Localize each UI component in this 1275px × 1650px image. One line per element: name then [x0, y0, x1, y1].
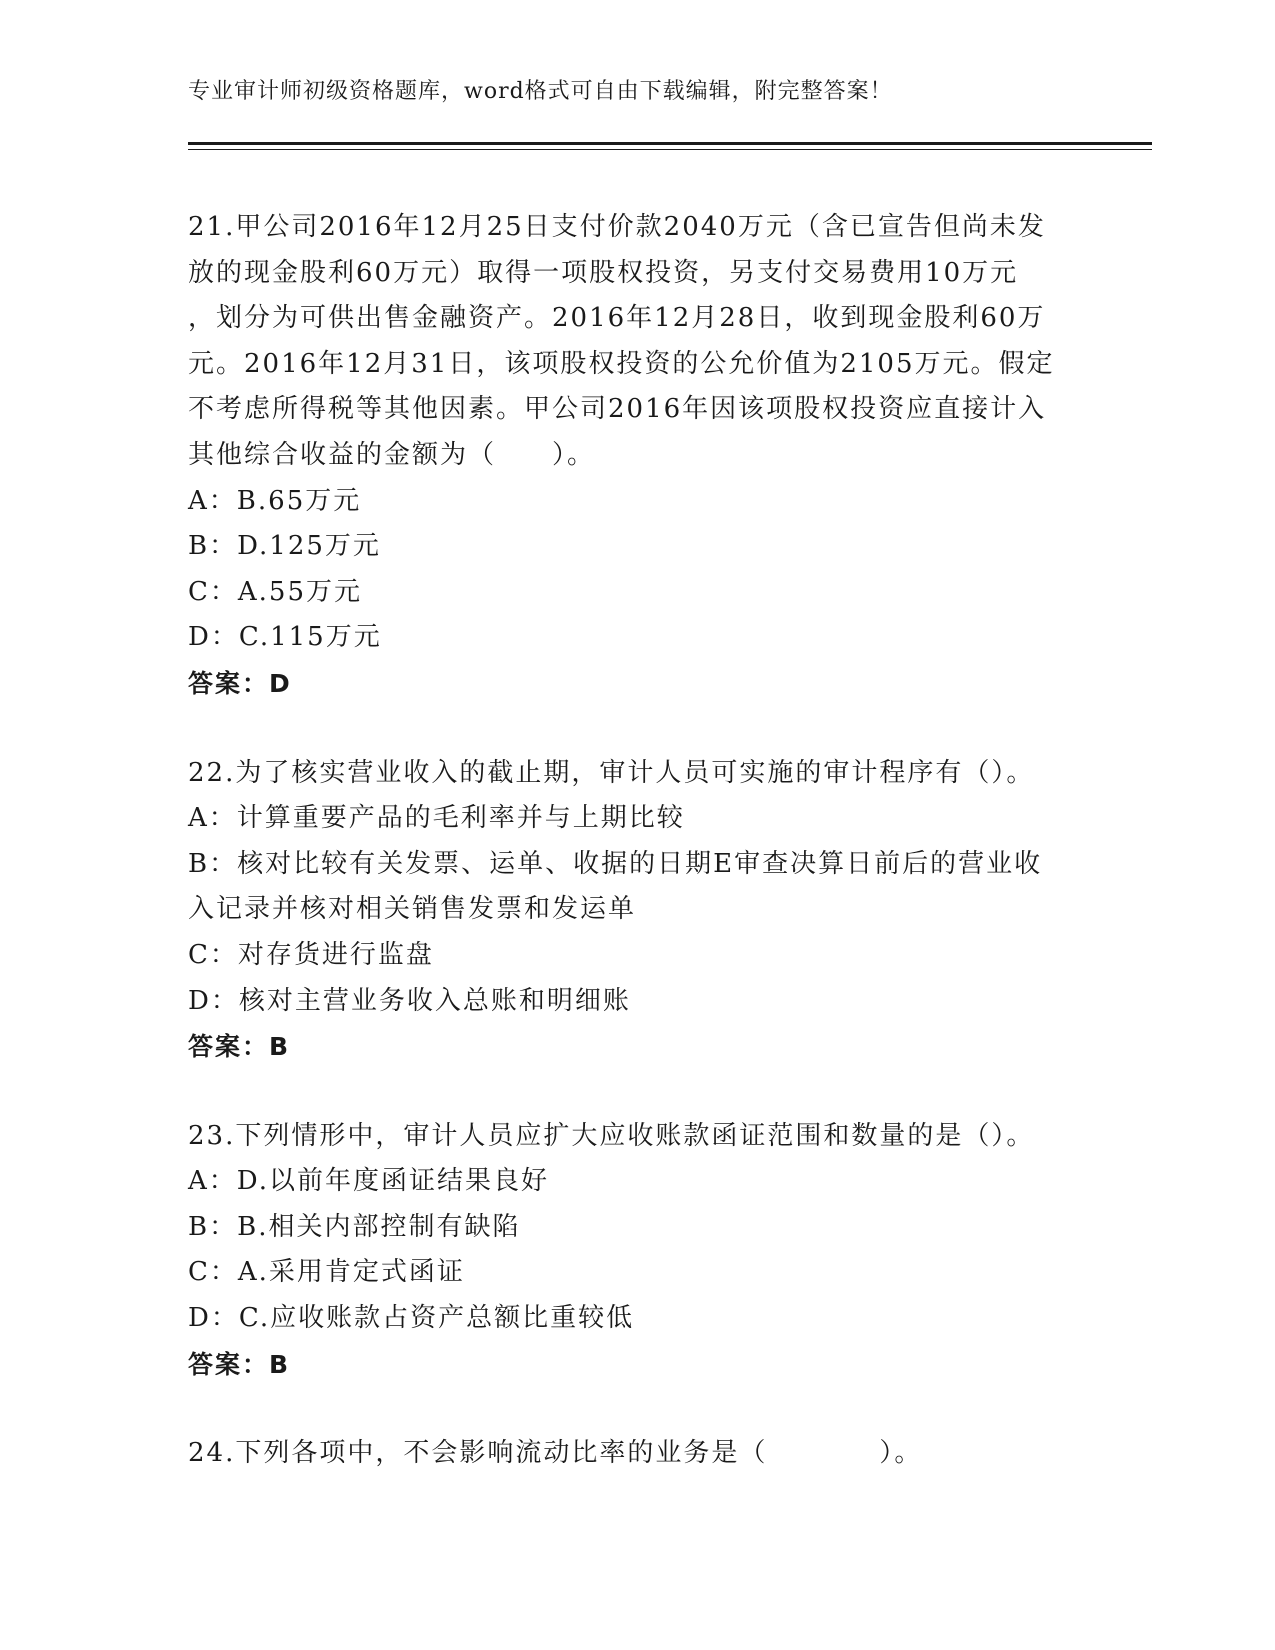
question-spacer — [188, 1387, 1088, 1431]
answer-text: 答案：B — [188, 1349, 291, 1379]
option-a: A：计算重要产品的毛利率并与上期比较 — [188, 803, 685, 834]
question-stem-line: 元。2016年12月31日，该项股权投资的公允价值为2105万元。假定 — [188, 348, 1055, 379]
question-22 — [188, 751, 1088, 1070]
option-b-continued: 入记录并核对相关销售发票和发运单 — [188, 894, 637, 925]
question-stem-line: 22.为了核实营业收入的截止期，审计人员可实施的审计程序有（）。 — [188, 757, 1035, 788]
question-stem-line: 24.下列各项中，不会影响流动比率的业务是（ ）。 — [188, 1438, 923, 1469]
answer-text: 答案：B — [188, 1032, 291, 1062]
option-c: C：A.采用肯定式函证 — [188, 1257, 465, 1288]
question-stem-line: 放的现金股利60万元）取得一项股权投资，另支付交易费用10万元 — [188, 257, 1019, 288]
question-stem-line: 21.甲公司2016年12月25日支付价款2040万元（含已宣告但尚未发 — [188, 212, 1046, 242]
question-stem-line: ，划分为可供出售金融资产。2016年12月28日，收到现金股利60万 — [188, 303, 1046, 334]
option-b: B：B.相关内部控制有缺陷 — [188, 1211, 521, 1242]
question-spacer — [188, 1070, 1088, 1114]
header-rule-thick — [188, 142, 1152, 145]
option-d: D：C.115万元 — [188, 622, 382, 653]
question-21 — [188, 205, 1088, 707]
page-header: 专业审计师初级资格题库，word格式可自由下载编辑，附完整答案！ — [188, 79, 893, 104]
question-stem-line: 其他综合收益的金额为（ ）。 — [188, 439, 596, 470]
option-d: D：C.应收账款占资产总额比重较低 — [188, 1303, 635, 1334]
option-c: C：对存货进行监盘 — [188, 939, 434, 970]
question-24 — [188, 1431, 1088, 1477]
header-rule-thin — [188, 149, 1152, 150]
question-stem-line: 23.下列情形中，审计人员应扩大应收账款函证范围和数量的是（）。 — [188, 1120, 1035, 1151]
question-stem-line: 不考虑所得税等其他因素。甲公司2016年因该项股权投资应直接计入 — [188, 394, 1047, 425]
option-c: C：A.55万元 — [188, 576, 363, 607]
option-a: A：D.以前年度函证结果良好 — [188, 1166, 549, 1197]
option-d: D：核对主营业务收入总账和明细账 — [188, 985, 631, 1016]
question-23 — [188, 1114, 1088, 1388]
option-a: A：B.65万元 — [188, 485, 362, 516]
question-list — [188, 205, 1088, 1477]
option-b: B：核对比较有关发票、运单、收据的日期E审查决算日前后的营业收 — [188, 848, 1043, 879]
option-b: B：D.125万元 — [188, 531, 381, 562]
question-spacer — [188, 707, 1088, 751]
answer-text: 答案：D — [188, 668, 292, 698]
